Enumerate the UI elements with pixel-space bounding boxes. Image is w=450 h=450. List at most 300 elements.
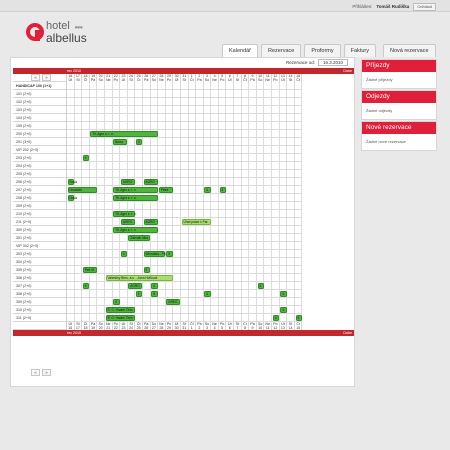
- calendar-cell[interactable]: [143, 290, 151, 298]
- calendar-cell[interactable]: [219, 250, 227, 258]
- calendar-cell[interactable]: [264, 290, 272, 298]
- calendar-cell[interactable]: [75, 202, 83, 210]
- calendar-cell[interactable]: [257, 106, 265, 114]
- calendar-cell[interactable]: [75, 106, 83, 114]
- room-label[interactable]: 301 (2+0): [13, 234, 67, 242]
- room-label[interactable]: 205 (2+0): [13, 170, 67, 178]
- calendar-cell[interactable]: [287, 98, 295, 106]
- room-label[interactable]: 310 (2+0): [13, 306, 67, 314]
- calendar-cell[interactable]: [211, 210, 219, 218]
- calendar-cell[interactable]: [204, 234, 212, 242]
- calendar-cell[interactable]: [75, 90, 83, 98]
- calendar-cell[interactable]: [211, 122, 219, 130]
- calendar-cell[interactable]: [257, 114, 265, 122]
- calendar-cell[interactable]: [287, 274, 295, 282]
- room-label[interactable]: 102 (2+0): [13, 98, 67, 106]
- calendar-cell[interactable]: [97, 106, 105, 114]
- calendar-cell[interactable]: [113, 162, 121, 170]
- calendar-cell[interactable]: [272, 186, 280, 194]
- calendar-cell[interactable]: [135, 162, 143, 170]
- reservation-block[interactable]: TK-Agro s. r. o.: [113, 187, 158, 193]
- calendar-cell[interactable]: [189, 194, 197, 202]
- calendar-cell[interactable]: [295, 138, 303, 146]
- calendar-cell[interactable]: [204, 210, 212, 218]
- calendar-cell[interactable]: [128, 154, 136, 162]
- calendar-cell[interactable]: [97, 306, 105, 314]
- calendar-cell[interactable]: [264, 234, 272, 242]
- calendar-cell[interactable]: [151, 314, 159, 322]
- calendar-cell[interactable]: [173, 202, 181, 210]
- calendar-cell[interactable]: [219, 170, 227, 178]
- calendar-cell[interactable]: [287, 106, 295, 114]
- calendar-cell[interactable]: [173, 114, 181, 122]
- calendar-cell[interactable]: [90, 82, 98, 90]
- reservation-block[interactable]: Úřad práce v Par.: [182, 219, 211, 225]
- calendar-cell[interactable]: [219, 122, 227, 130]
- calendar-cell[interactable]: [158, 130, 166, 138]
- calendar-cell[interactable]: [272, 138, 280, 146]
- calendar-cell[interactable]: [211, 234, 219, 242]
- calendar-cell[interactable]: [97, 194, 105, 202]
- calendar-cell[interactable]: [280, 154, 288, 162]
- calendar-cell[interactable]: [75, 234, 83, 242]
- calendar-cell[interactable]: [173, 266, 181, 274]
- calendar-cell[interactable]: [257, 202, 265, 210]
- calendar-cell[interactable]: [189, 202, 197, 210]
- calendar-cell[interactable]: [97, 202, 105, 210]
- calendar-cell[interactable]: [67, 226, 75, 234]
- calendar-cell[interactable]: [211, 186, 219, 194]
- calendar-cell[interactable]: [173, 226, 181, 234]
- calendar-cell[interactable]: [204, 266, 212, 274]
- calendar-cell[interactable]: [75, 290, 83, 298]
- calendar-cell[interactable]: [196, 298, 204, 306]
- room-label[interactable]: 104 (2+0): [13, 114, 67, 122]
- calendar-cell[interactable]: [242, 146, 250, 154]
- calendar-cell[interactable]: [67, 98, 75, 106]
- calendar-cell[interactable]: [181, 226, 189, 234]
- calendar-cell[interactable]: [113, 218, 121, 226]
- calendar-cell[interactable]: [97, 98, 105, 106]
- calendar-cell[interactable]: [204, 298, 212, 306]
- calendar-cell[interactable]: [75, 226, 83, 234]
- calendar-cell[interactable]: [280, 106, 288, 114]
- calendar-cell[interactable]: [67, 250, 75, 258]
- calendar-cell[interactable]: [295, 178, 303, 186]
- calendar-cell[interactable]: [249, 258, 257, 266]
- calendar-cell[interactable]: [264, 210, 272, 218]
- calendar-cell[interactable]: [143, 98, 151, 106]
- calendar-cell[interactable]: [120, 122, 128, 130]
- calendar-cell[interactable]: [264, 306, 272, 314]
- calendar-cell[interactable]: [264, 162, 272, 170]
- calendar-cell[interactable]: [151, 98, 159, 106]
- calendar-cell[interactable]: [219, 234, 227, 242]
- calendar-cell[interactable]: [280, 282, 288, 290]
- calendar-cell[interactable]: [242, 226, 250, 234]
- calendar-cell[interactable]: [135, 266, 143, 274]
- calendar-cell[interactable]: [196, 194, 204, 202]
- calendar-cell[interactable]: [158, 282, 166, 290]
- calendar-cell[interactable]: [264, 90, 272, 98]
- calendar-cell[interactable]: [128, 258, 136, 266]
- calendar-cell[interactable]: [211, 218, 219, 226]
- calendar-cell[interactable]: [204, 122, 212, 130]
- calendar-cell[interactable]: [67, 82, 75, 90]
- calendar-cell[interactable]: [90, 258, 98, 266]
- calendar-cell[interactable]: [211, 90, 219, 98]
- calendar-cell[interactable]: [264, 314, 272, 322]
- calendar-cell[interactable]: [67, 298, 75, 306]
- calendar-cell[interactable]: [295, 170, 303, 178]
- calendar-cell[interactable]: [105, 154, 113, 162]
- calendar-cell[interactable]: [226, 90, 234, 98]
- calendar-cell[interactable]: [264, 250, 272, 258]
- calendar-cell[interactable]: [82, 290, 90, 298]
- room-label[interactable]: 303 (2+0): [13, 250, 67, 258]
- calendar-cell[interactable]: [219, 314, 227, 322]
- reservation-block[interactable]: 4: [121, 251, 128, 257]
- calendar-cell[interactable]: [75, 162, 83, 170]
- calendar-cell[interactable]: [151, 114, 159, 122]
- calendar-cell[interactable]: [264, 114, 272, 122]
- calendar-cell[interactable]: [105, 98, 113, 106]
- calendar-cell[interactable]: [295, 202, 303, 210]
- calendar-cell[interactable]: [67, 234, 75, 242]
- calendar-cell[interactable]: [211, 194, 219, 202]
- calendar-cell[interactable]: [196, 250, 204, 258]
- calendar-cell[interactable]: [226, 154, 234, 162]
- calendar-cell[interactable]: [113, 258, 121, 266]
- calendar-cell[interactable]: [204, 130, 212, 138]
- calendar-cell[interactable]: [189, 290, 197, 298]
- calendar-cell[interactable]: [166, 290, 174, 298]
- calendar-cell[interactable]: [97, 138, 105, 146]
- calendar-cell[interactable]: [105, 226, 113, 234]
- calendar-cell[interactable]: [173, 290, 181, 298]
- reservation-block[interactable]: Valentiny Bmo, a.s. - Jana Hořková: [106, 275, 173, 281]
- reservation-block[interactable]: Š. G. Hadrel Živin: [106, 315, 135, 321]
- calendar-cell[interactable]: [211, 154, 219, 162]
- room-label[interactable]: 201 (3+0): [13, 138, 67, 146]
- calendar-cell[interactable]: [226, 106, 234, 114]
- calendar-cell[interactable]: [295, 106, 303, 114]
- calendar-cell[interactable]: [280, 242, 288, 250]
- calendar-cell[interactable]: [82, 314, 90, 322]
- calendar-cell[interactable]: [234, 266, 242, 274]
- calendar-cell[interactable]: [181, 290, 189, 298]
- calendar-cell[interactable]: [181, 170, 189, 178]
- calendar-cell[interactable]: [295, 186, 303, 194]
- calendar-cell[interactable]: [211, 250, 219, 258]
- calendar-cell[interactable]: [257, 162, 265, 170]
- calendar-cell[interactable]: [272, 226, 280, 234]
- calendar-cell[interactable]: [166, 114, 174, 122]
- reservation-block[interactable]: 4: [258, 283, 265, 289]
- calendar-cell[interactable]: [82, 218, 90, 226]
- calendar-cell[interactable]: [249, 130, 257, 138]
- calendar-cell[interactable]: [189, 122, 197, 130]
- calendar-cell[interactable]: [257, 138, 265, 146]
- calendar-cell[interactable]: [219, 154, 227, 162]
- reservation-block[interactable]: TK-Agro s. r. o.: [115, 212, 137, 216]
- calendar-cell[interactable]: [97, 250, 105, 258]
- calendar-cell[interactable]: [189, 314, 197, 322]
- calendar-cell[interactable]: [90, 306, 98, 314]
- calendar-cell[interactable]: [242, 90, 250, 98]
- calendar-cell[interactable]: [105, 266, 113, 274]
- calendar-cell[interactable]: [295, 146, 303, 154]
- calendar-cell[interactable]: [166, 226, 174, 234]
- calendar-cell[interactable]: [249, 162, 257, 170]
- calendar-cell[interactable]: [257, 210, 265, 218]
- calendar-cell[interactable]: [272, 170, 280, 178]
- calendar-cell[interactable]: [135, 218, 143, 226]
- reservation-block[interactable]: 4: [280, 291, 287, 297]
- calendar-cell[interactable]: [97, 282, 105, 290]
- calendar-cell[interactable]: [196, 306, 204, 314]
- calendar-cell[interactable]: [135, 146, 143, 154]
- calendar-cell[interactable]: [295, 274, 303, 282]
- calendar-cell[interactable]: [264, 258, 272, 266]
- calendar-cell[interactable]: [143, 90, 151, 98]
- calendar-cell[interactable]: [272, 82, 280, 90]
- calendar-cell[interactable]: [242, 170, 250, 178]
- calendar-cell[interactable]: [82, 306, 90, 314]
- calendar-cell[interactable]: [272, 210, 280, 218]
- calendar-cell[interactable]: [234, 314, 242, 322]
- room-label[interactable]: 307 (2+0): [13, 282, 67, 290]
- reservation-block[interactable]: AGRO: [128, 283, 142, 289]
- calendar-cell[interactable]: [196, 242, 204, 250]
- calendar-cell[interactable]: [151, 146, 159, 154]
- calendar-cell[interactable]: [158, 194, 166, 202]
- calendar-cell[interactable]: [67, 266, 75, 274]
- calendar-cell[interactable]: [257, 306, 265, 314]
- calendar-cell[interactable]: [234, 202, 242, 210]
- calendar-cell[interactable]: [143, 298, 151, 306]
- calendar-cell[interactable]: [196, 138, 204, 146]
- calendar-cell[interactable]: [189, 138, 197, 146]
- calendar-cell[interactable]: [75, 306, 83, 314]
- calendar-cell[interactable]: [135, 306, 143, 314]
- calendar-cell[interactable]: [219, 178, 227, 186]
- calendar-cell[interactable]: [226, 234, 234, 242]
- calendar-cell[interactable]: [173, 130, 181, 138]
- calendar-cell[interactable]: [242, 130, 250, 138]
- calendar-cell[interactable]: [196, 178, 204, 186]
- calendar-cell[interactable]: [226, 170, 234, 178]
- calendar-cell[interactable]: [204, 306, 212, 314]
- calendar-cell[interactable]: [173, 306, 181, 314]
- calendar-cell[interactable]: [173, 138, 181, 146]
- calendar-cell[interactable]: [166, 194, 174, 202]
- calendar-cell[interactable]: [204, 98, 212, 106]
- calendar-cell[interactable]: [189, 130, 197, 138]
- calendar-cell[interactable]: [181, 146, 189, 154]
- calendar-cell[interactable]: [264, 98, 272, 106]
- calendar-cell[interactable]: [151, 154, 159, 162]
- calendar-cell[interactable]: [143, 314, 151, 322]
- room-label[interactable]: 101 (2+0): [13, 90, 67, 98]
- calendar-cell[interactable]: [158, 90, 166, 98]
- calendar-cell[interactable]: [287, 250, 295, 258]
- calendar-cell[interactable]: [173, 90, 181, 98]
- calendar-cell[interactable]: [105, 178, 113, 186]
- calendar-cell[interactable]: [249, 226, 257, 234]
- calendar-cell[interactable]: [67, 130, 75, 138]
- calendar-cell[interactable]: [272, 178, 280, 186]
- calendar-cell[interactable]: [257, 194, 265, 202]
- calendar-cell[interactable]: [272, 146, 280, 154]
- calendar-cell[interactable]: [128, 106, 136, 114]
- calendar-cell[interactable]: [105, 258, 113, 266]
- calendar-cell[interactable]: [287, 162, 295, 170]
- calendar-cell[interactable]: [234, 298, 242, 306]
- reservation-block[interactable]: Borra: [113, 139, 127, 145]
- calendar-cell[interactable]: [264, 226, 272, 234]
- room-label[interactable]: 306 (2+0): [13, 274, 67, 282]
- calendar-cell[interactable]: [82, 250, 90, 258]
- calendar-cell[interactable]: [173, 186, 181, 194]
- calendar-cell[interactable]: [280, 266, 288, 274]
- calendar-cell[interactable]: [189, 250, 197, 258]
- calendar-cell[interactable]: [249, 314, 257, 322]
- calendar-cell[interactable]: [287, 154, 295, 162]
- calendar-cell[interactable]: [105, 234, 113, 242]
- calendar-cell[interactable]: [97, 170, 105, 178]
- calendar-cell[interactable]: [234, 250, 242, 258]
- calendar-cell[interactable]: [280, 314, 288, 322]
- calendar-cell[interactable]: [128, 298, 136, 306]
- calendar-cell[interactable]: [280, 202, 288, 210]
- calendar-cell[interactable]: [211, 138, 219, 146]
- calendar-cell[interactable]: [82, 98, 90, 106]
- calendar-cell[interactable]: [204, 250, 212, 258]
- calendar-cell[interactable]: [204, 138, 212, 146]
- calendar-cell[interactable]: [242, 114, 250, 122]
- calendar-cell[interactable]: [219, 306, 227, 314]
- calendar-cell[interactable]: [67, 114, 75, 122]
- calendar-cell[interactable]: [189, 114, 197, 122]
- calendar-cell[interactable]: [211, 106, 219, 114]
- calendar-cell[interactable]: [105, 210, 113, 218]
- calendar-cell[interactable]: [287, 122, 295, 130]
- calendar-cell[interactable]: [234, 170, 242, 178]
- calendar-cell[interactable]: [120, 114, 128, 122]
- calendar-cell[interactable]: [135, 314, 143, 322]
- calendar-cell[interactable]: [242, 218, 250, 226]
- calendar-cell[interactable]: [242, 290, 250, 298]
- reservation-block[interactable]: AGRO: [121, 179, 135, 185]
- calendar-cell[interactable]: [181, 274, 189, 282]
- calendar-cell[interactable]: [120, 234, 128, 242]
- calendar-cell[interactable]: [287, 266, 295, 274]
- calendar-cell[interactable]: [181, 314, 189, 322]
- reservation-block[interactable]: Š. G. Hadrel Živin: [106, 307, 135, 313]
- calendar-cell[interactable]: [242, 274, 250, 282]
- calendar-cell[interactable]: [75, 154, 83, 162]
- calendar-cell[interactable]: [189, 210, 197, 218]
- calendar-cell[interactable]: [90, 106, 98, 114]
- calendar-cell[interactable]: [196, 130, 204, 138]
- calendar-cell[interactable]: [128, 98, 136, 106]
- calendar-cell[interactable]: [249, 242, 257, 250]
- calendar-cell[interactable]: [181, 82, 189, 90]
- calendar-cell[interactable]: [181, 106, 189, 114]
- calendar-cell[interactable]: [257, 242, 265, 250]
- calendar-cell[interactable]: [196, 258, 204, 266]
- calendar-cell[interactable]: [196, 314, 204, 322]
- calendar-cell[interactable]: [219, 266, 227, 274]
- calendar-cell[interactable]: [128, 202, 136, 210]
- calendar-cell[interactable]: [196, 210, 204, 218]
- calendar-cell[interactable]: [234, 242, 242, 250]
- calendar-cell[interactable]: [242, 122, 250, 130]
- calendar-cell[interactable]: [113, 170, 121, 178]
- reservation-block[interactable]: 4: [296, 315, 303, 321]
- calendar-cell[interactable]: [264, 82, 272, 90]
- room-label[interactable]: 305 (2+0): [13, 266, 67, 274]
- calendar-cell[interactable]: [226, 250, 234, 258]
- reservation-block[interactable]: TK-Agro s. r. o.: [113, 227, 158, 233]
- calendar-cell[interactable]: [219, 114, 227, 122]
- calendar-cell[interactable]: [280, 122, 288, 130]
- calendar-cell[interactable]: [211, 242, 219, 250]
- calendar-cell[interactable]: [196, 82, 204, 90]
- calendar-cell[interactable]: [151, 138, 159, 146]
- calendar-cell[interactable]: [75, 138, 83, 146]
- room-label[interactable]: 211 (2+0): [13, 218, 67, 226]
- calendar-cell[interactable]: [219, 258, 227, 266]
- calendar-cell[interactable]: [272, 258, 280, 266]
- calendar-cell[interactable]: [295, 234, 303, 242]
- calendar-cell[interactable]: [280, 194, 288, 202]
- calendar-cell[interactable]: [257, 98, 265, 106]
- calendar-cell[interactable]: [219, 130, 227, 138]
- calendar-cell[interactable]: [264, 178, 272, 186]
- calendar-cell[interactable]: [242, 234, 250, 242]
- calendar-cell[interactable]: [105, 202, 113, 210]
- calendar-cell[interactable]: [257, 218, 265, 226]
- calendar-cell[interactable]: [295, 226, 303, 234]
- calendar-cell[interactable]: [196, 114, 204, 122]
- calendar-cell[interactable]: [249, 154, 257, 162]
- calendar-cell[interactable]: [189, 178, 197, 186]
- calendar-cell[interactable]: [211, 82, 219, 90]
- calendar-cell[interactable]: [158, 106, 166, 114]
- calendar-cell[interactable]: [226, 98, 234, 106]
- calendar-cell[interactable]: [280, 274, 288, 282]
- calendar-cell[interactable]: [211, 258, 219, 266]
- calendar-cell[interactable]: [280, 146, 288, 154]
- calendar-cell[interactable]: [264, 202, 272, 210]
- calendar-cell[interactable]: [242, 250, 250, 258]
- calendar-cell[interactable]: [120, 82, 128, 90]
- calendar-cell[interactable]: [151, 306, 159, 314]
- calendar-cell[interactable]: [196, 154, 204, 162]
- calendar-cell[interactable]: [204, 106, 212, 114]
- calendar-cell[interactable]: [113, 202, 121, 210]
- calendar-cell[interactable]: [90, 114, 98, 122]
- calendar-cell[interactable]: [219, 218, 227, 226]
- reservation-block[interactable]: 2: [144, 267, 151, 273]
- calendar-cell[interactable]: [166, 154, 174, 162]
- calendar-cell[interactable]: [82, 138, 90, 146]
- calendar-cell[interactable]: [234, 282, 242, 290]
- calendar-cell[interactable]: [90, 154, 98, 162]
- calendar-cell[interactable]: [90, 298, 98, 306]
